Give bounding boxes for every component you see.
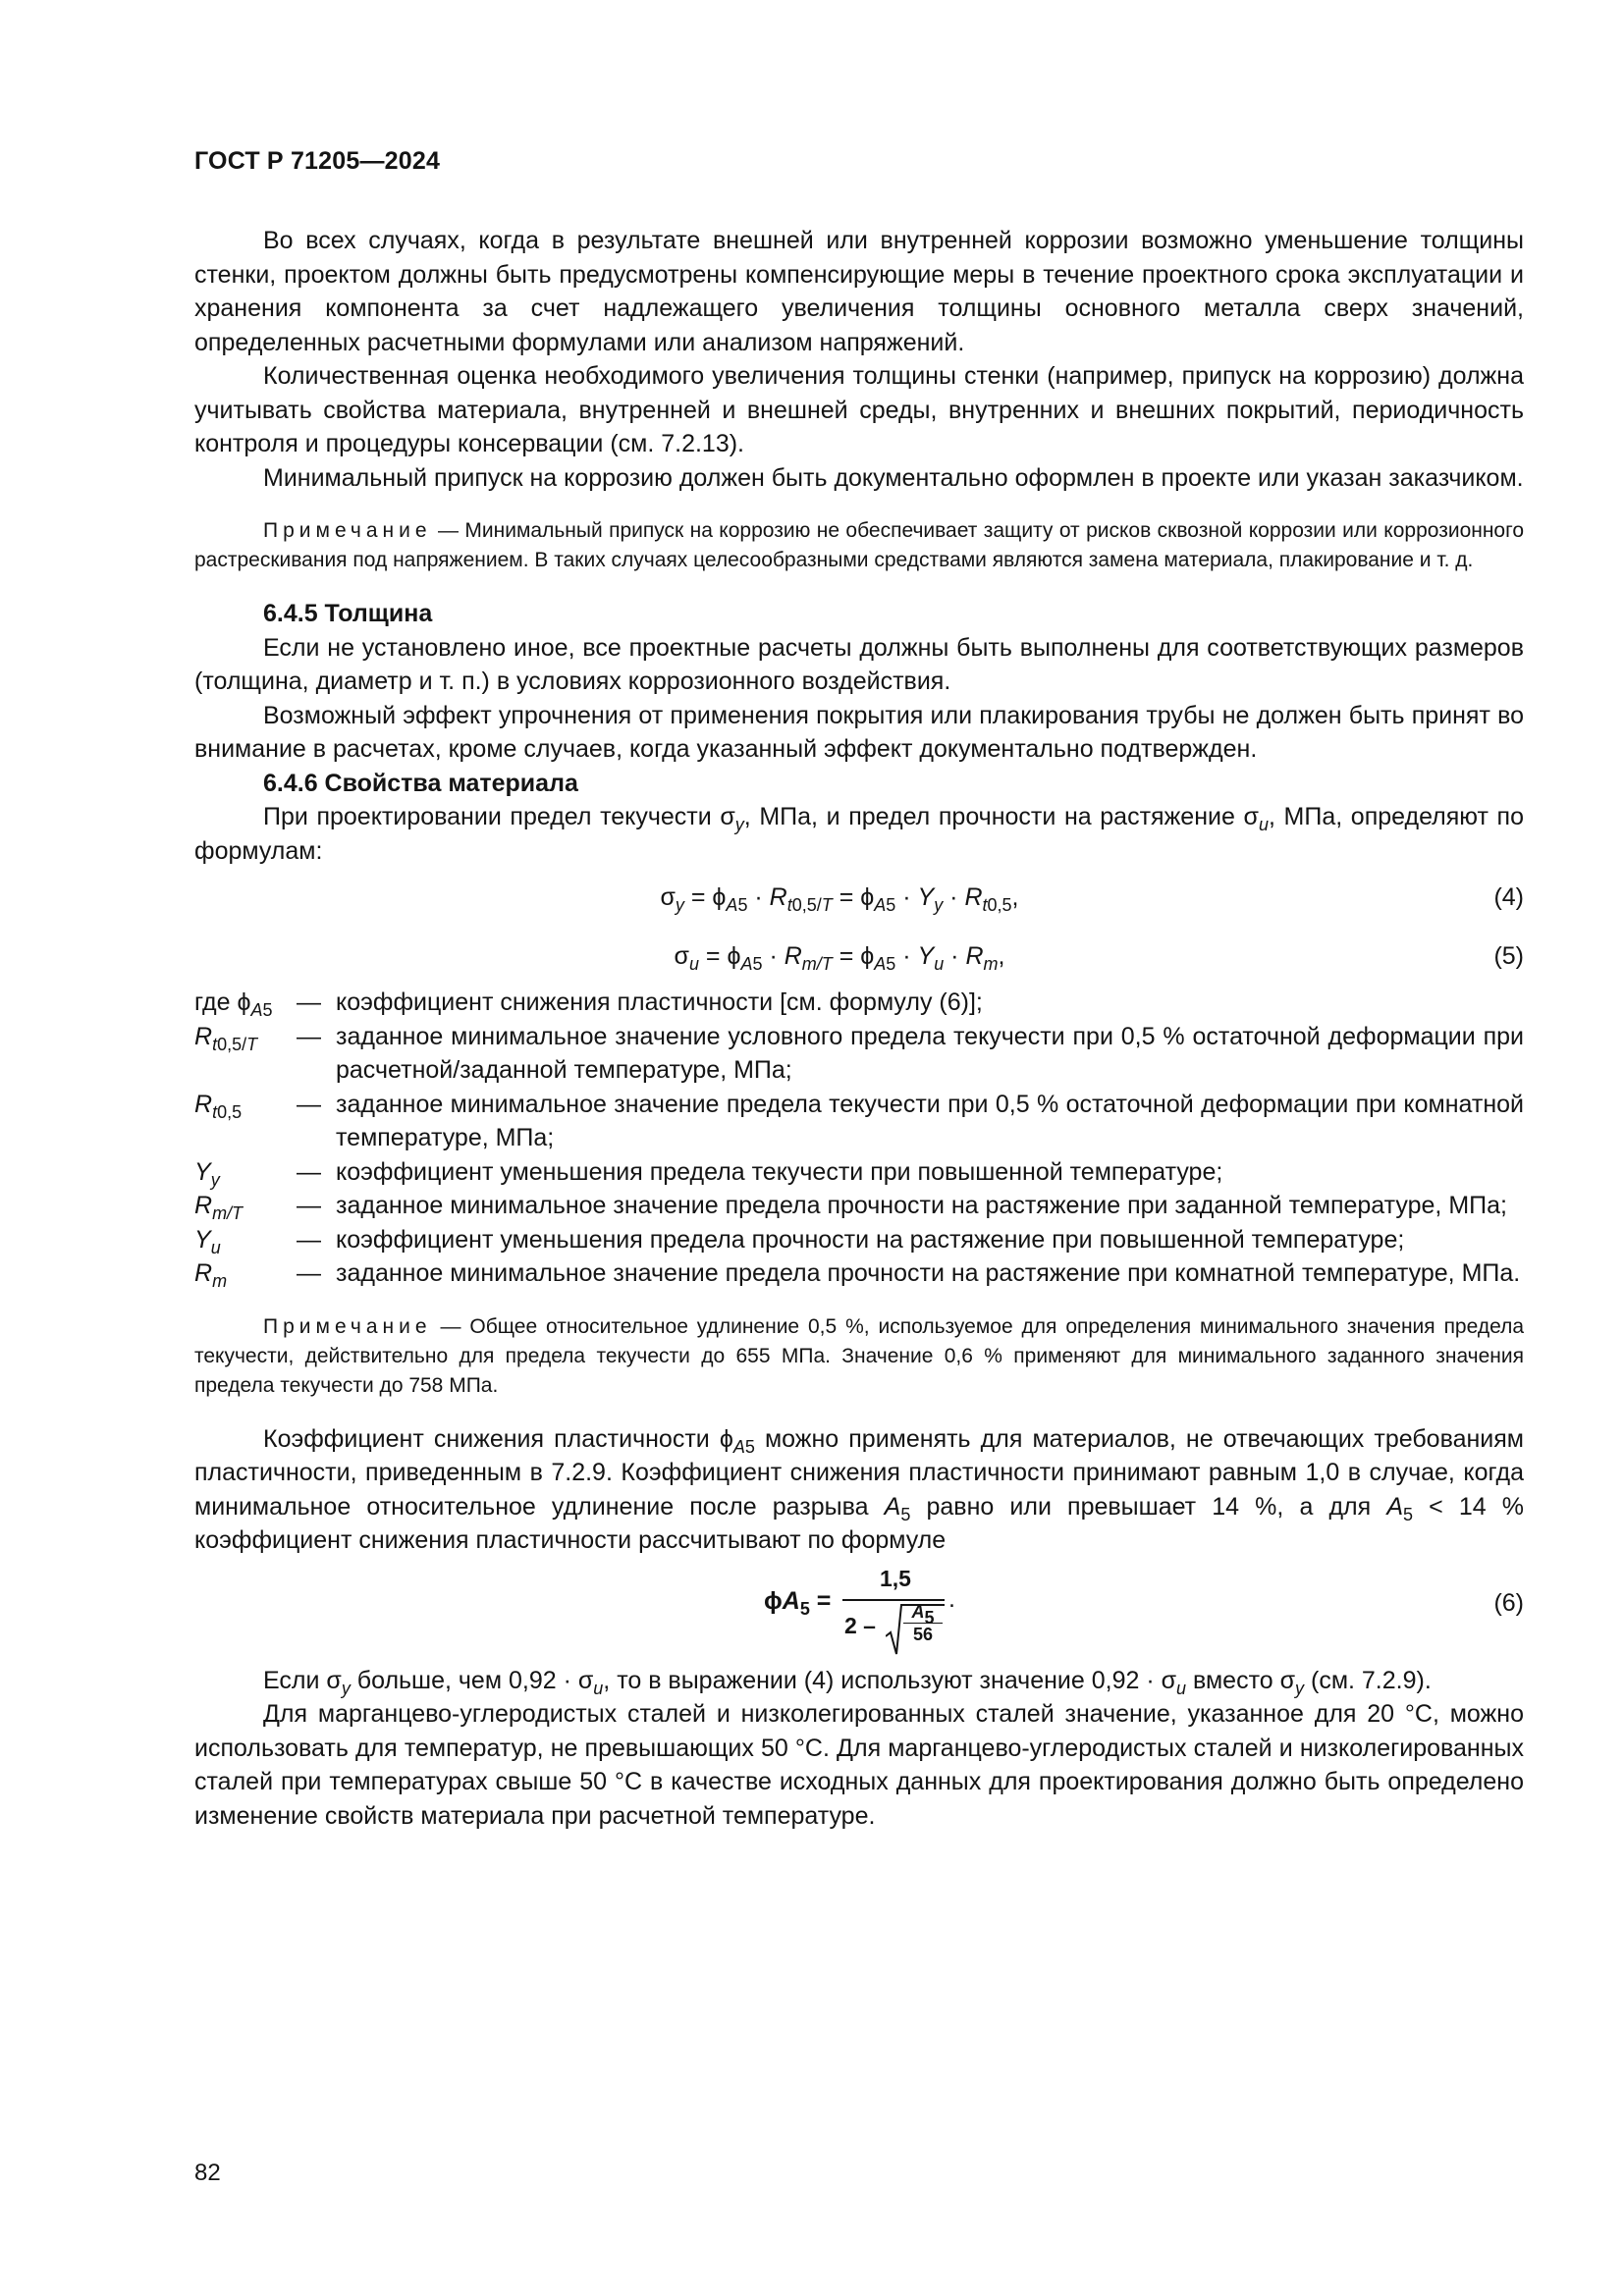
fraction-bar — [842, 1599, 945, 1601]
paragraph-minimum-allowance: Минимальный припуск на коррозию должен быть документально оформлен в проекте или указан заказчиком. — [263, 463, 1524, 492]
formula-5-number: (5) — [1493, 942, 1524, 970]
symbol-phi-a5: где $\phi_{A5}$ — [194, 988, 273, 1020]
paragraph-sigma-limit: Если $\sigma_y$ больше, чем $0,92 \cdot \sigma_u$, то в выражении (4) используют значение $0,92 \cdot \sigma_u$ вместо $\sigma_y$ (см. 7.2.9). — [263, 1666, 1432, 1698]
definition: коэффициент снижения пластичности [см. формулу (6)]; — [336, 988, 983, 1016]
list-item: где $\phi_{A5}$ — коэффициент снижения пластичности [см. формулу (6)]; — [194, 986, 1524, 1020]
symbol-rmt: $R_{m/T}$ — [194, 1192, 244, 1223]
paragraph-hardening-effect: Возможный эффект упрочнения от применения покрытия или плакирования трубы не должен быть принят во внимание в расчетах, кроме случаев, когда указанный эффект документально подтвержден. — [194, 701, 1524, 763]
formula-6 — [194, 1566, 1524, 1660]
definition: коэффициент уменьшения предела текучести при повышенной температуре; — [336, 1157, 1223, 1186]
list-item: $R_{m/T}$ — заданное минимальное значение предела прочности на растяжение при заданной температуре, МПа; — [194, 1189, 1524, 1223]
formula-5 — [194, 927, 1524, 986]
list-item: $Y_y$ — коэффициент уменьшения предела текучести при повышенной температуре; — [194, 1155, 1524, 1190]
paragraph-corrosion-allowance-assessment: Количественная оценка необходимого увеличения толщины стенки (например, припуск на коррозию) должна учитывать свойства материала, внутренней и внешней среды, внутренних и внешних покрытий, периодичность контроля и процедуры консервации (см. 7.2.13). — [194, 362, 1524, 457]
section-title-material-properties: 6.4.6 Свойства материала — [263, 769, 578, 797]
formula-4 — [194, 868, 1524, 927]
symbol-rt05t: $R_{t0,5/T}$ — [194, 1022, 258, 1054]
formula-4-expression: $\sigma_y = \phi_{A5} \cdot R_{t0,5/T} = \phi_{A5} \cdot Y_y \cdot R_{t0,5}$, — [660, 883, 1019, 915]
list-item: $Y_u$ — коэффициент уменьшения предела прочности на растяжение при повышенной температуре; — [194, 1223, 1524, 1257]
list-item: $R_{t0,5}$ — заданное минимальное значение предела текучести при 0,5 % остаточной деформации при комнатной температуре, МПа; — [194, 1088, 1524, 1155]
paragraph-formula-intro: При проектировании предел текучести $\sigma_y$, МПа, и предел прочности на растяжение $\sigma_u$, МПа, определяют по формулам: — [194, 803, 1524, 865]
definition: заданное минимальное значение предела прочности на растяжение при комнатной температуре, МПа. — [336, 1259, 1521, 1287]
document-page — [194, 0, 1524, 2296]
symbol-rm: $R_m$ — [194, 1259, 228, 1291]
symbol-yu: $Y_u$ — [194, 1225, 221, 1257]
definition: заданное минимальное значение предела текучести при 0,5 % остаточной деформации при комнатной температуре, МПа; — [336, 1090, 1524, 1151]
note-text: — Общее относительное удлинение 0,5 %, используемое для определения минимального значения предела текучести, действительно для предела текучести до 655 МПа. Значение 0,6 % применяют для минимального заданного значения предела текучести до 758 МПа. — [194, 1314, 1524, 1397]
formula-5-expression: $\sigma_u = \phi_{A5} \cdot R_{m/T} = \phi_{A5} \cdot Y_u \cdot R_m$, — [674, 942, 1005, 974]
fraction-denominator: 2 – — [844, 1612, 876, 1638]
page-number: 82 — [194, 2160, 221, 2186]
symbol-rt05: $R_{t0,5}$ — [194, 1090, 243, 1122]
note-corrosion — [194, 516, 1524, 575]
definition: коэффициент уменьшения предела прочности на растяжение при повышенной температуре; — [336, 1225, 1405, 1254]
symbol-yy: $Y_y$ — [194, 1157, 220, 1190]
section-title-thickness: 6.4.5 Толщина — [263, 600, 433, 627]
paragraph-steel-temperature: Для марганцево-углеродистых сталей и низколегированных сталей значение, указанное для 20 °C, можно использовать для температур, не превышающих 50 °C. Для марганцево-углеродистых сталей и низколегированных сталей при температурах свыше 50 °C в качестве исходных данных для проектирования должно быть определено изменение свойств материала при расчетной температуре. — [194, 1700, 1524, 1830]
paragraph-ductility-factor: Коэффициент снижения пластичности $\phi_{A5}$ можно применять для материалов, не отвечающих требованиям пластичности, приведенным в 7.2.9. Коэффициент снижения пластичности принимают равным 1,0 в случае, когда минимальное относительное удлинение после разрыва $A_5$ равно или превышает 14 %, а для $A_5 < 14$ % коэффициент снижения пластичности рассчитывают по формуле — [194, 1424, 1525, 1554]
note-text: — Минимальный припуск на коррозию не обеспечивает защиту от рисков сквозной коррозии или коррозионного растрескивания под напряжением. В таких случаях целесообразными средствами являются замена материала, плакирование и т. д. — [194, 519, 1524, 571]
root-fraction: $A_5$ 56 — [903, 1603, 943, 1644]
note-label: Примечание — [263, 519, 432, 542]
definition: заданное минимальное значение предела прочности на растяжение при заданной температуре, МПа; — [336, 1192, 1507, 1219]
formula-6-lhs: $\phi A_5$ = — [764, 1586, 832, 1619]
symbol-definitions-list — [194, 986, 1524, 1291]
paragraph-thickness-calc: Если не установлено иное, все проектные расчеты должны быть выполнены для соответствующих размеров (толщина, диаметр и т. п.) в условиях коррозионного воздействия. — [194, 633, 1524, 695]
list-item: $R_m$ — заданное минимальное значение предела прочности на растяжение при комнатной температуре, МПа. — [194, 1256, 1524, 1291]
paragraph-corrosion-compensation: Во всех случаях, когда в результате внешней или внутренней коррозии возможно уменьшение толщины стенки, проектом должны быть предусмотрены компенсирующие меры в течение проектного срока эксплуатации и хранения компонента за счет надлежащего увеличения толщины основного металла сверх значений, определенных расчетными формулами или анализом напряжений. — [194, 227, 1524, 356]
document-header: ГОСТ Р 71205—2024 — [194, 147, 441, 175]
definition: заданное минимальное значение условного предела текучести при 0,5 % остаточной деформации при расчетной/заданной температуре, МПа; — [336, 1022, 1524, 1084]
formula-6-punctuation: . — [948, 1584, 955, 1613]
fraction-numerator: 1,5 — [880, 1565, 911, 1591]
formula-4-number: (4) — [1493, 883, 1524, 911]
page-content — [194, 224, 1524, 1833]
note-label: Примечание — [263, 1314, 432, 1338]
list-item: $R_{t0,5/T}$ — заданное минимальное значение условного предела текучести при 0,5 % остаточной деформации при расчетной/заданной температуре, МПа; — [194, 1020, 1524, 1088]
formula-6-number: (6) — [1493, 1588, 1524, 1617]
note-elongation — [194, 1312, 1524, 1401]
